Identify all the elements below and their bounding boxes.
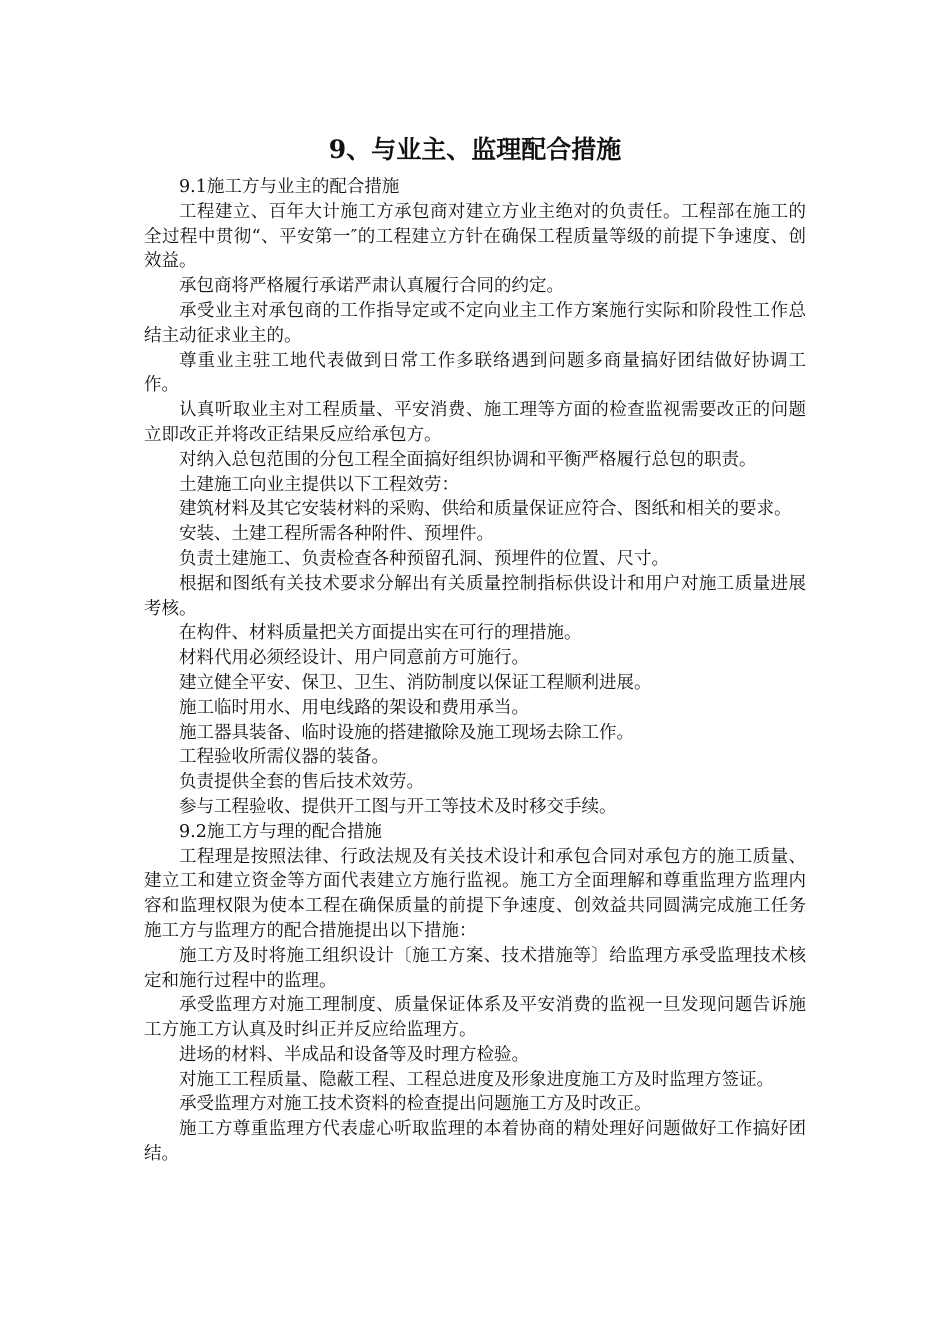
paragraph: 承包商将严格履行承诺严肃认真履行合同的约定。: [179, 276, 564, 297]
paragraph: 进场的材料、半成品和设备等及时理方检验。: [179, 1044, 529, 1065]
paragraph: 参与工程验收、提供开工图与开工等技术及时移交手续。: [179, 796, 617, 817]
page-title: 9、与业主、监理配合措施: [328, 135, 622, 164]
paragraph: 安装、土建工程所需各种附件、预埋件。: [179, 524, 494, 545]
paragraph: 尊重业主驻工地代表做到日常工作多联络遇到问题多商量搞好团结做好协调工作。: [144, 350, 806, 396]
paragraph: 施工方尊重监理方代表虚心听取监理的本着协商的精处理好问题做好工作搞好团结。: [144, 1119, 806, 1165]
paragraph: 负责土建施工、负责检查各种预留孔洞、预埋件的位置、尺寸。: [179, 548, 669, 569]
paragraph: 工程建立、百年大计施工方承包商对建立方业主绝对的负责任。工程部在施工的全过程中贯彻“、平安第一″的工程建立方针在确保工程质量等级的前提下争速度、创效益。: [144, 201, 806, 272]
paragraph: 在构件、材料质量把关方面提出实在可行的理措施。: [179, 623, 582, 644]
paragraph: 建立健全平安、保卫、卫生、消防制度以保证工程顺利进展。: [179, 672, 652, 693]
paragraph: 建筑材料及其它安装材料的采购、供给和质量保证应符合、图纸和相关的要求。: [179, 499, 792, 520]
paragraph: 对施工工程质量、隐蔽工程、工程总进度及形象进度施工方及时监理方签证。: [179, 1069, 774, 1090]
paragraph: 土建施工向业主提供以下工程效劳：: [179, 474, 459, 495]
paragraph: 材料代用必须经设计、用户同意前方可施行。: [179, 648, 529, 669]
paragraph: 承受监理方对施工技术资料的检查提出问题施工方及时改正。: [179, 1094, 652, 1115]
document-body: [144, 175, 806, 1167]
paragraph: 根据和图纸有关技术要求分解出有关质量控制指标供设计和用户对施工质量进展考核。: [144, 573, 806, 619]
paragraph: 施工临时用水、用电线路的架设和费用承当。: [179, 697, 529, 718]
paragraph: 9.1施工方与业主的配合措施: [179, 177, 400, 197]
paragraph: 施工器具装备、临时设施的搭建撤除及施工现场去除工作。: [179, 722, 634, 743]
paragraph: 认真听取业主对工程质量、平安消费、施工理等方面的检查监视需要改正的问题立即改正并将改正结果反应给承包方。: [144, 400, 806, 445]
paragraph: 施工方及时将施工组织设计〔施工方案、技术措施等〕给监理方承受监理技术核定和施行过程中的监理。: [144, 945, 806, 991]
paragraph: 承受业主对承包商的工作指导定或不定向业主工作方案施行实际和阶段性工作总结主动征求业主的。: [144, 300, 806, 346]
paragraph: 对纳入总包范围的分包工程全面搞好组织协调和平衡严格履行总包的职责。: [179, 449, 757, 470]
paragraph: 负责提供全套的售后技术效劳。: [179, 772, 424, 793]
paragraph: 承受监理方对施工理制度、质量保证体系及平安消费的监视一旦发现问题告诉施工方施工方认真及时纠正并反应给监理方。: [144, 995, 806, 1041]
paragraph: 工程理是按照法律、行政法规及有关技术设计和承包合同对承包方的施工质量、建立工和建立资金等方面代表建立方施行监视。施工方全面理解和尊重监理方监理内容和监理权限为使本工程在确保质量的前提下争速度、创效益共同圆满完成施工任务施工方与监理方的配合措施提出以下措施：: [144, 846, 806, 941]
paragraph: 9.2施工方与理的配合措施: [179, 821, 382, 842]
paragraph: 工程验收所需仪器的装备。: [179, 747, 389, 768]
